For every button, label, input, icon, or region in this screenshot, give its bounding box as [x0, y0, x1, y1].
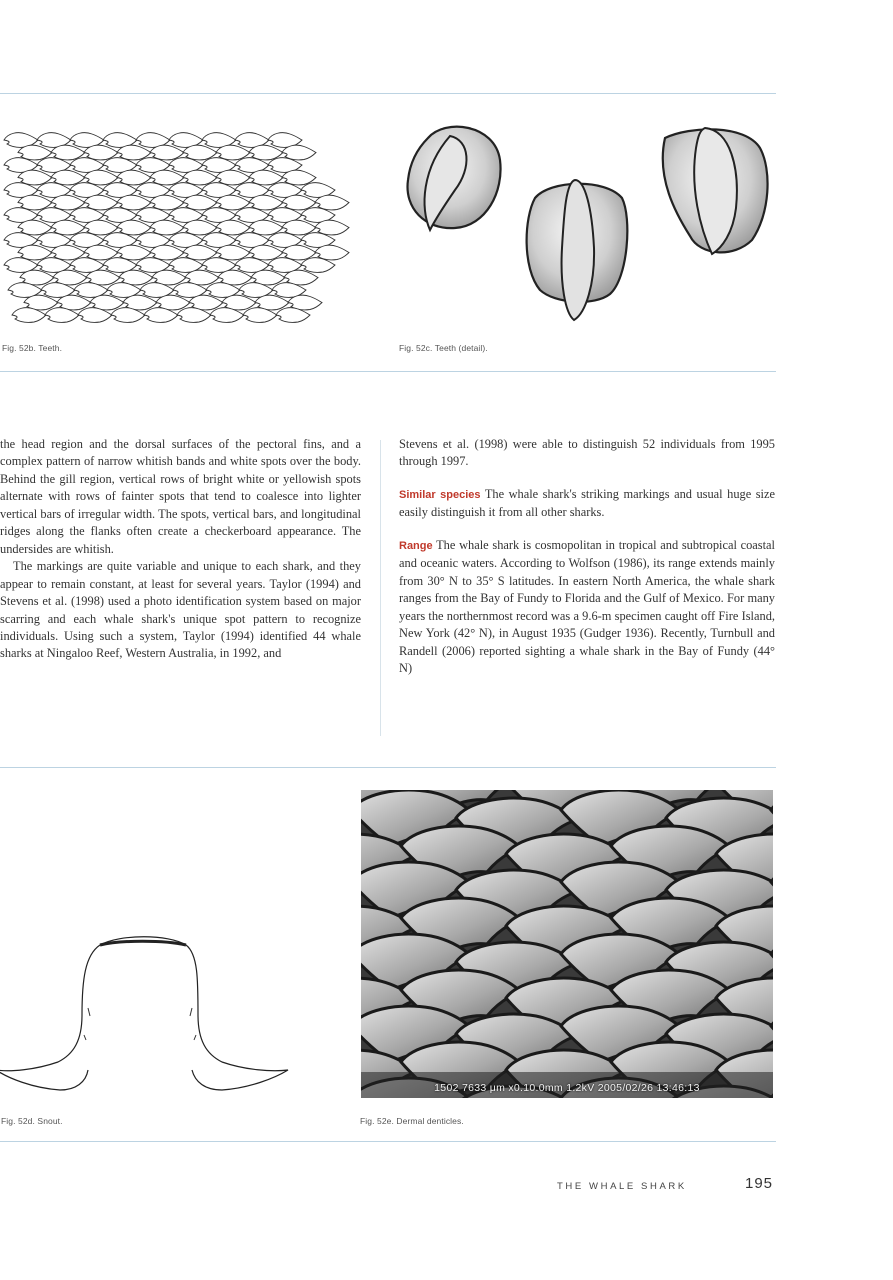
- tooth-detail-left: [408, 127, 501, 230]
- tooth-detail-center: [527, 180, 628, 320]
- micrograph-info-bar: 1502 7633 μm x0.10.0mm 1.2kV 2005/02/26 13:46:13: [434, 1082, 700, 1094]
- figure-row-rule: [0, 371, 776, 372]
- text-bottom-rule: [0, 767, 776, 768]
- column-divider: [380, 440, 381, 736]
- range-text: The whale shark is cosmopolitan in tropical and subtropical coastal and oceanic waters. According to Wolfson (1986), its range extends mainly from 30° N to 35° S latitudes. In eastern North America, the whale shark ranges from the Bay of Fundy to Florida and the Gulf of Mexico. For many years the northernmost record was a 9.6-m specimen caught off Fire Island, New York (42° N), in August 1935 (Gudger 1936). Recently, Turnbull and Randell (2006) reported sighting a whale shark in the Bay of Fundy (44° N): [399, 537, 776, 675]
- teeth-drawing: [0, 128, 370, 328]
- footer-rule: [0, 1141, 776, 1142]
- snout-illustration: [0, 920, 300, 1100]
- range-paragraph: [399, 537, 775, 678]
- dermal-denticles-caption: Fig. 52e. Dermal denticles.: [360, 1116, 464, 1126]
- snout-caption: Fig. 52d. Snout.: [1, 1116, 63, 1126]
- running-title: THE WHALE SHARK: [557, 1181, 687, 1192]
- similar-species-heading: Similar species: [399, 488, 481, 501]
- left-text-column: [0, 436, 361, 663]
- right-paragraph-1: Stevens et al. (1998) were able to distinguish 52 individuals from 1995 through 1997.: [399, 437, 775, 469]
- left-paragraph-2: The markings are quite variable and unique to each shark, and they appear to remain constant, at least for several years. Taylor (1994) and Stevens et al. (1998) used a photo identification system based on major scarring and each whale shark's unique spot pattern to recognize individuals. Using such a system, Taylor (1994) identified 44 whale sharks at Ningaloo Reef, Western Australia, in 1992, and: [0, 559, 361, 661]
- similar-species-paragraph: [399, 486, 775, 522]
- teeth-detail-caption: Fig. 52c. Teeth (detail).: [399, 343, 488, 353]
- similar-species-text: The whale shark's striking markings and usual huge size easily distinguish it from all other sharks.: [399, 486, 775, 520]
- teeth-illustration: [0, 128, 370, 328]
- page-number: 195: [745, 1175, 774, 1192]
- denticle-scales-image: [361, 790, 773, 1098]
- left-paragraph-1: the head region and the dorsal surfaces of the pectoral fins, and a complex pattern of narrow whitish bands and white spots over the body. Behind the gill region, vertical rows of bright white or yellowish spots alternate with rows of fainter spots that tend to coalesce into lighter vertical bars of irregular width. The spots, vertical bars, and longitudinal ridges along the flanks often create a checkerboard appearance. The undersides are whitish.: [0, 437, 361, 556]
- snout-drawing: [0, 920, 300, 1100]
- top-rule: [0, 93, 776, 94]
- teeth-detail-drawing: [400, 118, 780, 328]
- range-heading: Range: [399, 539, 433, 552]
- teeth-caption: Fig. 52b. Teeth.: [2, 343, 63, 353]
- dermal-denticles-micrograph: [361, 790, 773, 1098]
- teeth-detail-illustration: [400, 118, 780, 328]
- right-text-column: [399, 436, 775, 677]
- tooth-detail-right: [663, 128, 768, 254]
